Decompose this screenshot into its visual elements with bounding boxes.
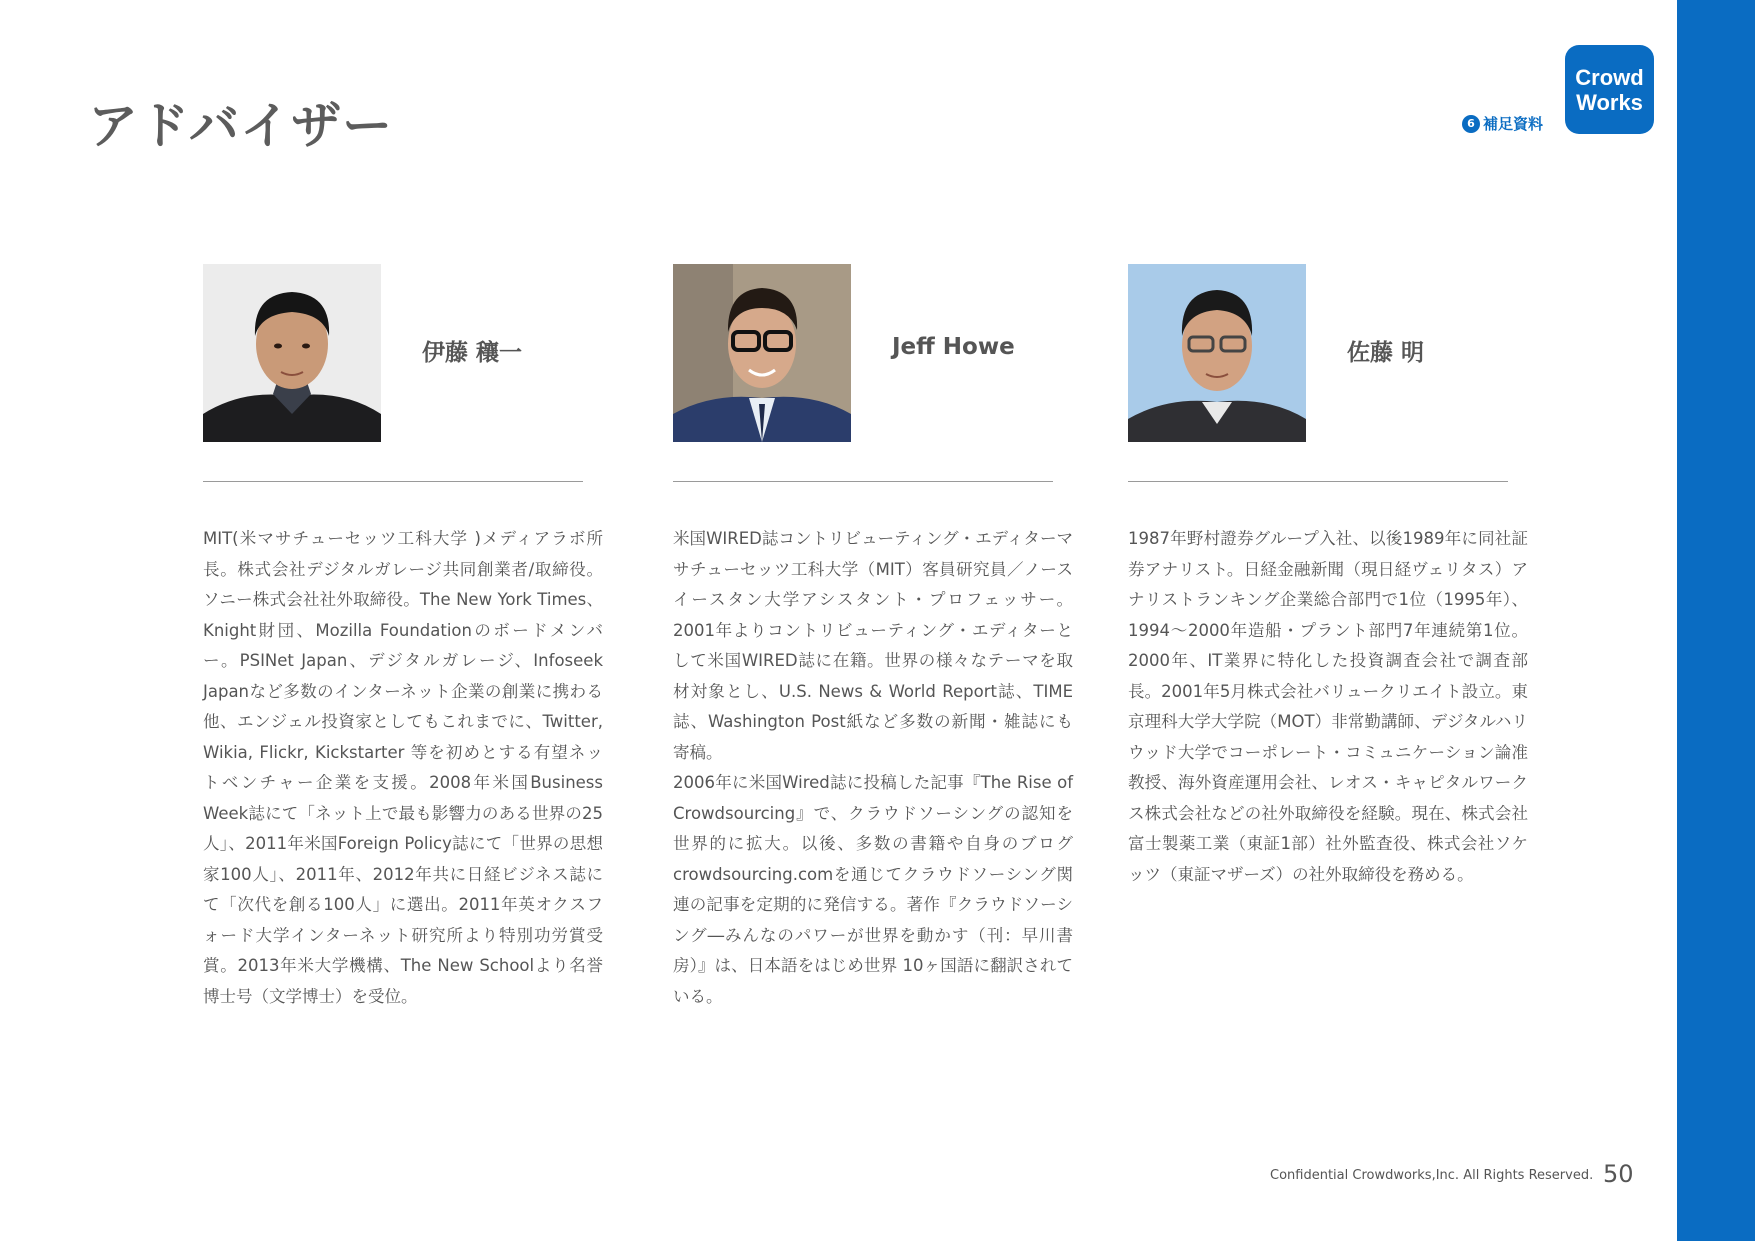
section-label: 補足資料: [1483, 115, 1544, 133]
page-title: アドバイザー: [88, 97, 393, 155]
advisor-bio: MIT(米マサチューセッツ工科大学 )メディアラボ所長。株式会社デジタルガレージ共同創業者/取締役。ソニー株式会社社外取締役。The New York Times、Knight財団、Mozilla Foundationのボードメンバー。PSINet Japan、デジタルガレージ、Infoseek Japanなど多数のインターネット企業の創業に携わる他、エンジェル投資家としてもこれまでに、Twitter, Wikia, Flickr, Kickstarter 等を初めとする有望ネットベンチャー企業を支援。2008年米国Business Week誌にて「ネット上で最も影響力のある世界の25人」、2011年米国Foreign Policy誌にて「世界の思想家100人」、2011年、2012年共に日経ビジネス誌にて「次代を創る100人」に選出。2011年英オクスフォード大学インターネット研究所より特別功労賞受賞。2013年米大学機構、The New Schoolより名誉博士号（文学博士）を受位。: [203, 529, 603, 1006]
advisor-bio: 1987年野村證券グループ入社、以後1989年に同社証券アナリスト。日経金融新聞（現日経ヴェリタス）アナリストランキング企業総合部門で1位（1995年）、1994～2000年造船・プラント部門7年連続第1位。2000年、IT業界に特化した投資調査会社で調査部長。2001年5月株式会社バリュークリエイト設立。東京理科大学大学院（MOT）非常勤講師、デジタルハリウッド大学でコーポレート・コミュニケーション論准教授、海外資産運用会社、レオス・キャピタルワークス株式会社などの社外取締役を経験。現在、株式会社富士製薬工業（東証1部）社外監査役、株式会社ソケッツ（東証マザーズ）の社外取締役を務める。: [1128, 529, 1528, 884]
advisor-photo: [1128, 264, 1306, 442]
advisor-card: [673, 264, 1073, 1006]
section-tag: [1462, 113, 1543, 134]
portrait-image: [1128, 264, 1306, 442]
advisor-card: [1128, 264, 1528, 884]
divider: [673, 481, 1053, 482]
divider: [203, 481, 583, 482]
advisor-photo: [203, 264, 381, 442]
section-number-badge: 6: [1462, 115, 1480, 133]
logo-line-1: Crowd: [1575, 64, 1644, 90]
brand-side-bar: [1677, 0, 1755, 1241]
page-number: 50: [1603, 1160, 1634, 1188]
advisor-bio: 米国WIRED誌コントリビューティング・エディターマサチューセッツ工科大学（MIT）客員研究員／ノースイースタン大学アシスタント・プロフェッサー。2001年よりコントリビューティング・エディターとして米国WIRED誌に在籍。世界の様々なテーマを取材対象とし、U.S. News & World Report誌、TIME誌、Washington Post紙など多数の新聞・雑誌にも寄稿。 2006年に米国Wired誌に投稿した記事『The Rise of Crowdsourcing』で、クラウドソーシングの認知を世界的に拡大。以後、多数の書籍や自身のブログcrowdsourcing.comを通じてクラウドソーシング関連の記事を定期的に発信する。著作『クラウドソーシング―みんなのパワーが世界を動かす（刊：早川書房）』は、日本語をはじめ世界 10ヶ国語に翻訳されている。: [673, 529, 1073, 1006]
crowdworks-logo: [1565, 45, 1654, 134]
portrait-image: [673, 264, 851, 442]
advisor-name: 佐藤 明: [1347, 340, 1425, 366]
advisor-card: [203, 264, 603, 1006]
advisor-name: Jeff Howe: [892, 334, 1015, 360]
divider: [1128, 481, 1508, 482]
logo-line-2: Works: [1576, 89, 1643, 115]
footer-copyright: Confidential Crowdworks,Inc. All Rights Reserved.: [1270, 1168, 1594, 1183]
advisor-name: 伊藤 穰一: [422, 340, 523, 366]
advisor-photo: [673, 264, 851, 442]
portrait-image: [203, 264, 381, 442]
